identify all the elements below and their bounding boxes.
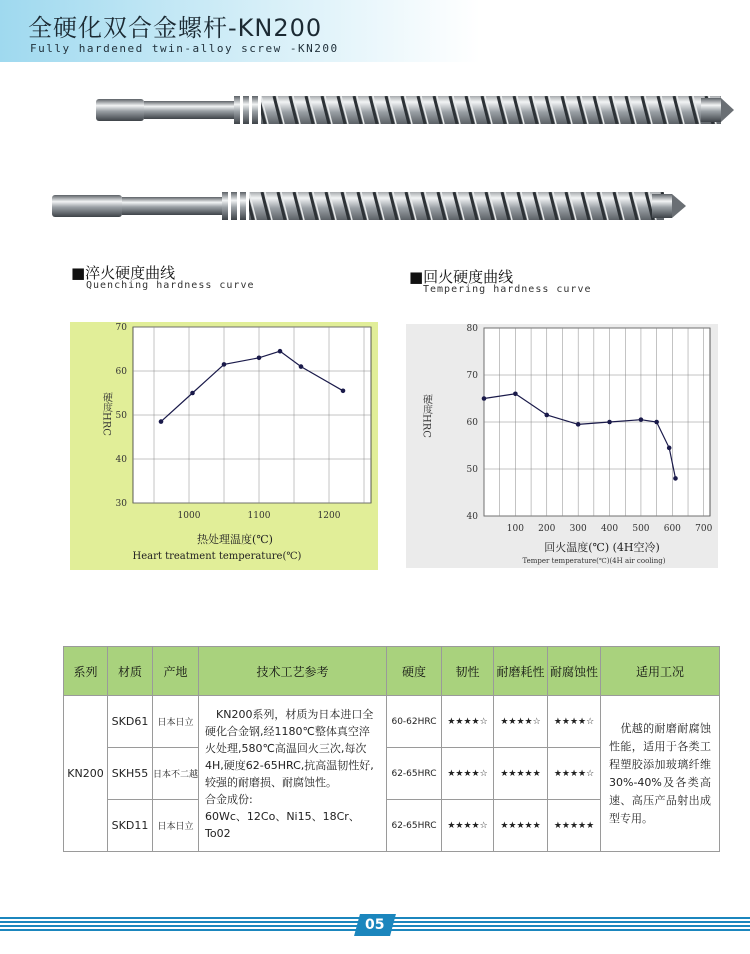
x-axis-label: 热处理温度(℃) <box>197 533 273 546</box>
screw-image-top <box>96 90 736 130</box>
y-tick-label: 60 <box>466 418 478 428</box>
data-point <box>222 362 227 367</box>
y-axis-label: 硬度HRC <box>420 394 432 438</box>
data-point <box>639 417 644 422</box>
origin-cell: 日本不二越 <box>153 748 199 800</box>
page-subtitle: Fully hardened twin-alloy screw -KN200 <box>30 42 339 55</box>
series-cell: KN200 <box>64 696 108 852</box>
data-point <box>482 396 487 401</box>
tech-alloy-label: 合金成份: <box>205 792 253 806</box>
data-point <box>341 389 346 394</box>
y-tick-label: 70 <box>115 323 127 333</box>
x-tick-label: 1000 <box>177 511 201 521</box>
x-tick-label: 400 <box>600 524 619 534</box>
header-material: 材质 <box>108 647 153 696</box>
header-toughness: 韧性 <box>442 647 494 696</box>
y-tick-label: 60 <box>115 367 127 377</box>
corrosion-stars: ★★★★★ <box>548 800 601 852</box>
x-tick-label: 300 <box>569 524 587 534</box>
y-tick-label: 30 <box>115 499 127 509</box>
tempering-subtitle: Tempering hardness curve <box>423 284 592 295</box>
data-point <box>607 420 612 425</box>
table-row <box>64 696 720 748</box>
x-tick-label: 200 <box>538 524 556 534</box>
y-tick-label: 70 <box>466 371 478 381</box>
tempering-chart-svg <box>406 324 718 568</box>
hardness-cell: 60-62HRC <box>387 696 442 748</box>
hardness-cell: 62-65HRC <box>387 748 442 800</box>
x-tick-label: 1100 <box>247 511 271 521</box>
toughness-stars: ★★★★☆ <box>442 748 494 800</box>
x-tick-label: 500 <box>632 524 650 534</box>
tempering-title: ■回火硬度曲线 <box>409 268 514 286</box>
y-tick-label: 40 <box>115 455 127 465</box>
spec-table <box>63 646 720 852</box>
x-tick-label: 600 <box>663 524 681 534</box>
quenching-chart-svg <box>70 322 378 570</box>
header-wear: 耐磨耗性 <box>494 647 548 696</box>
data-point <box>299 364 304 369</box>
origin-cell: 日本日立 <box>153 696 199 748</box>
wear-stars: ★★★★★ <box>494 748 548 800</box>
page-title: 全硬化双合金螺杆-KN200 <box>28 14 323 42</box>
wear-stars: ★★★★☆ <box>494 696 548 748</box>
y-tick-label: 80 <box>466 324 478 334</box>
x-tick-label: 100 <box>506 524 524 534</box>
data-point <box>667 446 672 451</box>
corrosion-stars: ★★★★☆ <box>548 748 601 800</box>
x-axis-label-en: Temper temperature(℃)(4H air cooling) <box>522 557 666 565</box>
y-tick-label: 40 <box>466 512 478 522</box>
data-point <box>278 349 283 354</box>
x-axis-label: 回火温度(℃) (4H空冷) <box>544 541 660 554</box>
table-header-row <box>64 647 720 696</box>
material-cell: SKD61 <box>108 696 153 748</box>
hardness-cell: 62-65HRC <box>387 800 442 852</box>
header-origin: 产地 <box>153 647 199 696</box>
toughness-stars: ★★★★☆ <box>442 696 494 748</box>
origin-cell: 日本日立 <box>153 800 199 852</box>
header-series: 系列 <box>64 647 108 696</box>
x-tick-label: 1200 <box>317 511 341 521</box>
material-cell: SKD11 <box>108 800 153 852</box>
data-point <box>513 392 518 397</box>
quenching-subtitle: Quenching hardness curve <box>86 280 255 291</box>
quenching-chart <box>70 322 378 574</box>
toughness-stars: ★★★★☆ <box>442 800 494 852</box>
data-point <box>576 422 581 427</box>
y-tick-label: 50 <box>466 465 478 475</box>
y-axis-label: 硬度HRC <box>100 392 112 436</box>
header-corrosion: 耐腐蚀性 <box>548 647 601 696</box>
x-tick-label: 700 <box>695 524 713 534</box>
usage-cell: 优越的耐磨耐腐蚀性能，适用于各类工程塑胶添加玻璃纤维30%-40%及各类高速、高压产品射出成型专用。 <box>601 696 720 852</box>
x-axis-label-en: Heart treatment temperature(℃) <box>132 551 302 562</box>
tech-cell <box>199 696 387 852</box>
data-point <box>544 413 549 418</box>
data-point <box>673 476 678 481</box>
corrosion-stars: ★★★★☆ <box>548 696 601 748</box>
material-cell: SKH55 <box>108 748 153 800</box>
tempering-chart <box>406 324 718 572</box>
quenching-title: ■淬火硬度曲线 <box>71 264 176 282</box>
page-number-text: 05 <box>365 917 385 933</box>
header-usage: 适用工况 <box>601 647 720 696</box>
data-point <box>654 420 659 425</box>
tech-alloy: 60Wc、12Co、Ni15、18Cr、To02 <box>205 809 360 840</box>
y-tick-label: 50 <box>115 411 127 421</box>
screw-image-bottom <box>52 186 692 226</box>
tech-description: KN200系列，材质为日本进口全硬化合金钢,经1180℃整体真空淬火处理,580℃高温回火三次,每次4H,硬度62-65HRC,抗高温韧性好,较强的耐磨损、耐腐蚀性。 <box>205 707 374 789</box>
data-point <box>159 419 164 424</box>
header-hardness: 硬度 <box>387 647 442 696</box>
page-number <box>354 914 396 936</box>
wear-stars: ★★★★★ <box>494 800 548 852</box>
data-point <box>190 391 195 396</box>
header-tech: 技术工艺参考 <box>199 647 387 696</box>
data-point <box>257 356 262 361</box>
